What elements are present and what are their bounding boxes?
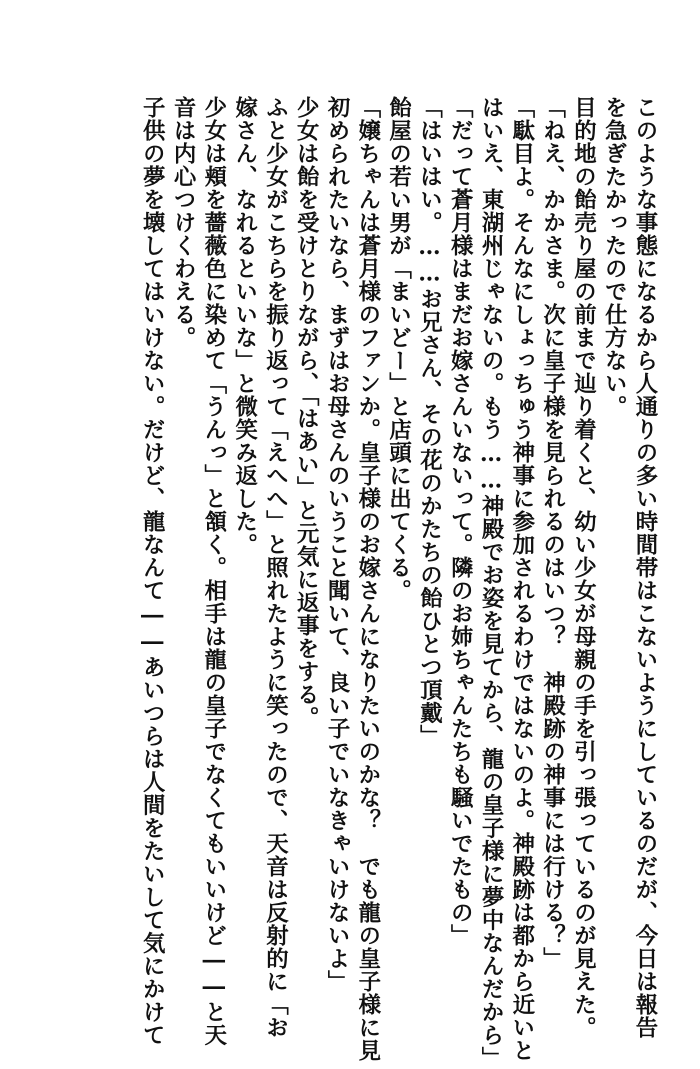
text-line-17: 子供の夢を壊してはいけない。だけど、龍なんて――あいつらは人間をたいして気にかけて [139,96,166,1047]
text-line-1: このような事態になるから人通りの多い時間帯はこないようにしているのだが、今日は報告 [632,96,658,1039]
text-line-2: を急ぎたかったので仕方ない。 [601,96,628,418]
text-line-10: 「嬢ちゃんは蒼月様のファンか。皇子様のお嫁さんになりたいのかな？ でも龍の皇子様に見 [354,96,381,1062]
text-line-7: 「だって蒼月様はまだお嫁さんいないって。隣のお姉ちゃんたちも騒いでたもの」 [447,96,474,947]
text-line-14: 嫁さん、なれるといいな」と微笑み返した。 [231,96,258,556]
text-line-3: 目的地の飴売り屋の前まで辿り着くと、幼い少女が母親の手を引っ張っているのが見えた。 [570,96,597,1039]
text-line-13: ふと少女がこちらを振り返って「えへへ」と照れたように笑ったので、天音は反射的に「お [262,96,289,1039]
text-line-8: 「はいはい。……お兄さん、その花のかたちの飴ひとつ頂戴」 [416,96,443,748]
text-line-5: 「駄目よ。そんなにしょっちゅう神事に参加されるわけではないのよ。神殿跡は都から近いと [508,96,535,1062]
text-line-16: 音は内心つけくわえる。 [170,96,197,349]
text-line-4: 「ねえ、かかさま。次に皇子様を見られるのはいつ？ 神殿跡の神事には行ける？」 [539,96,566,970]
vertical-text-body [28,96,660,1069]
text-line-6: はいえ、東湖州じゃないの。もう……神殿でお姿を見てから、龍の皇子様に夢中なんだから」 [478,96,505,1069]
text-line-12: 少女は飴を受けとりながら、「はあい」と元気に返事をする。 [293,96,320,729]
text-line-15: 少女は頬を薔薇色に染めて「うんっ」と頷く。相手は龍の皇子でなくてもいいけど――と天 [200,96,227,1047]
text-line-9: 飴屋の若い男が「まいどー」と店頭に出てくる。 [385,96,412,602]
text-line-11: 初められたいなら、まずはお母さんのいうこと聞いて、良い子でいなきゃいけないよ」 [324,96,351,993]
